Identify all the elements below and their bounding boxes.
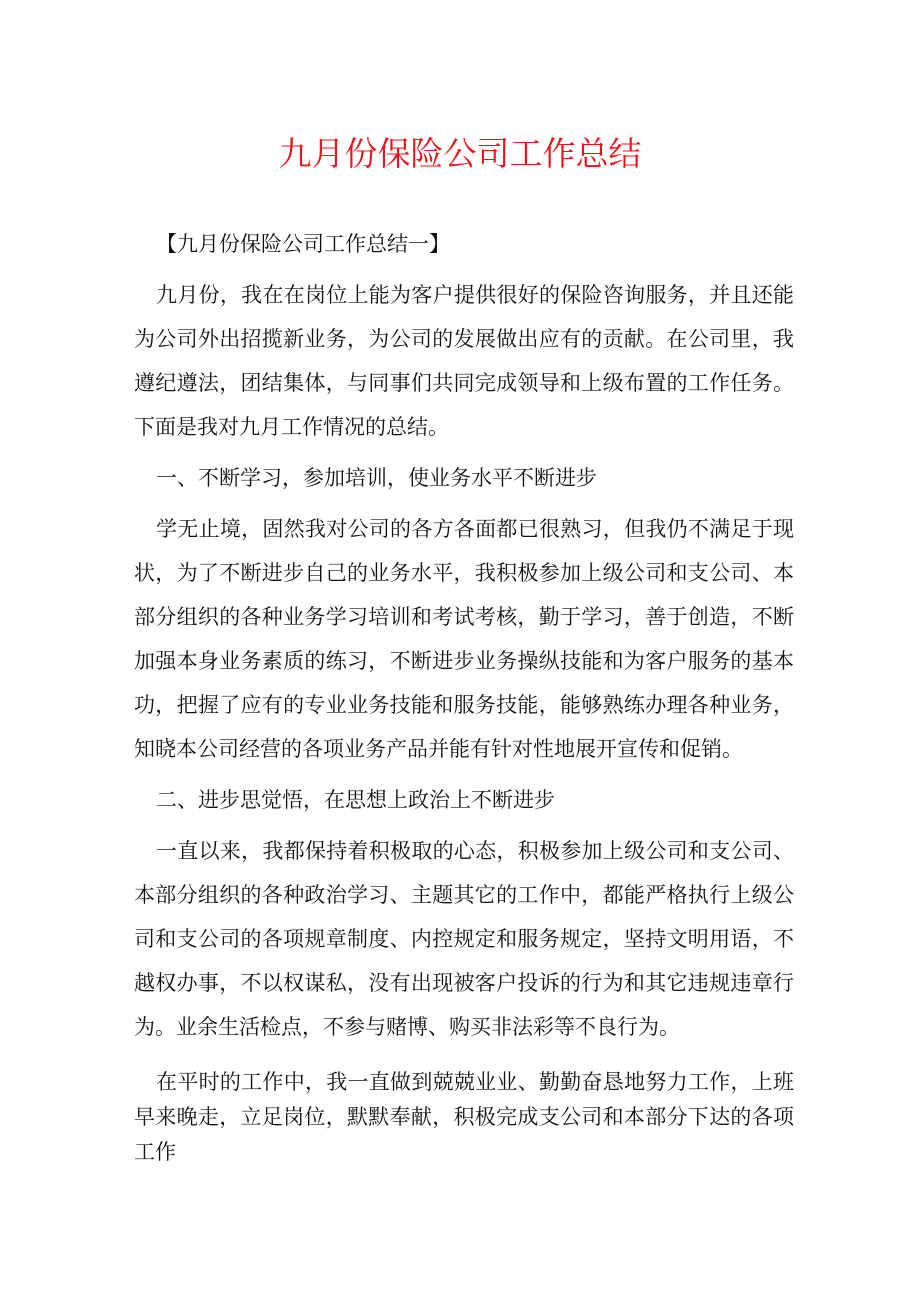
- section-heading-2: 二、进步思觉悟，在思想上政治上不断进步: [156, 788, 556, 812]
- section-heading: 【九月份保险公司工作总结一】: [156, 232, 451, 256]
- paragraph-daily-work: 在平时的工作中，我一直做到兢兢业业、勤勤奋恳地努力工作，上班早来晚走，立足岗位，默默奉献，积极完成支公司和本部分下达的各项工作: [134, 1070, 794, 1164]
- paragraph-intro: 九月份，我在在岗位上能为客户提供很好的保险咨询服务，并且还能为公司外出招揽新业务，为公司的发展做出应有的贡献。在公司里，我遵纪遵法，团结集体，与同事们共同完成领导和上级布置的工作任务。下面是我对九月工作情况的总结。: [134, 283, 794, 439]
- paragraph-politics: 一直以来，我都保持着积极取的心态，积极参加上级公司和支公司、本部分组织的各种政治学习、主题其它的工作中，都能严格执行上级公司和支公司的各项规章制度、内控规定和服务规定，坚持文明用语，不越权办事，不以权谋私，没有出现被客户投诉的行为和其它违规违章行为。业余生活检点，不参与赌博、购买非法彩等不良行为。: [134, 839, 794, 1039]
- document-body: [134, 222, 794, 1170]
- document-title: 九月份保险公司工作总结: [278, 134, 642, 173]
- section-heading-1: 一、不断学习，参加培训，使业务水平不断进步: [156, 466, 598, 490]
- paragraph-learning: 学无止境，固然我对公司的各方各面都已很熟习，但我仍不满足于现状，为了不断进步自己的业务水平，我积极参加上级公司和支公司、本部分组织的各种业务学习培训和考试考核，勤于学习，善于创造，不断加强本身业务素质的练习，不断进步业务操纵技能和为客户服务的基本功，把握了应有的专业业务技能和服务技能，能够熟练办理各种业务，知晓本公司经营的各项业务产品并能有针对性地展开宣传和促销。: [134, 517, 794, 761]
